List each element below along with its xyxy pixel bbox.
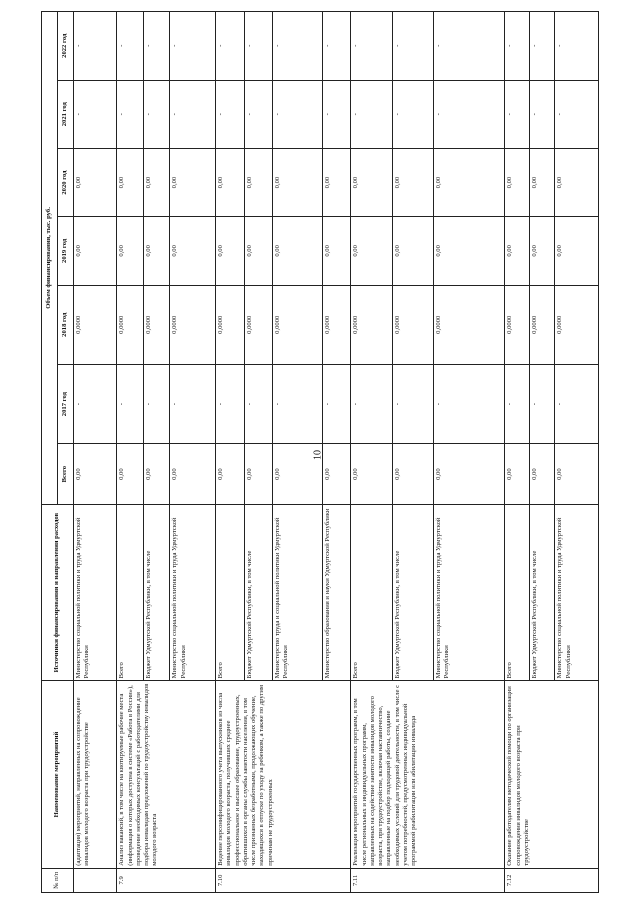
amount-cell: 0,00: [505, 217, 530, 285]
amount-cell: 0,00: [216, 148, 245, 216]
amount-cell: -: [117, 80, 143, 148]
amount-cell: 0,00: [433, 444, 504, 505]
funding-source: Министерство социальной политики и труда Удмуртской Республики: [433, 504, 504, 680]
amount-cell: -: [74, 12, 117, 81]
header-source: Источники финансирования и направления расходов: [42, 504, 74, 680]
funding-source: Всего: [117, 504, 143, 680]
amount-cell: 0,00: [530, 217, 555, 285]
amount-cell: 0,0000: [216, 285, 245, 364]
amount-cell: 0,00: [392, 444, 433, 505]
amount-cell: 0,00: [392, 148, 433, 216]
amount-cell: 0,00: [351, 217, 392, 285]
amount-cell: 0,00: [351, 444, 392, 505]
measure-name: Оказание работодателям методической помощи по организации сопровождения инвалидов молодого возраста при трудоустройстве: [505, 681, 599, 868]
amount-cell: 0,00: [143, 148, 169, 216]
amount-cell: 0,00: [530, 444, 555, 505]
amount-cell: 0,00: [273, 148, 323, 216]
amount-cell: 0,0000: [170, 285, 216, 364]
amount-cell: -: [244, 364, 273, 443]
amount-cell: 0,0000: [505, 285, 530, 364]
amount-cell: -: [170, 364, 216, 443]
funding-source: Всего: [216, 504, 245, 680]
measure-name: Ведение персонифицированного учета выпускников из числа инвалидов молодого возраста, получивших среднее профессиональное и высшее образование, трудоустроенных, обратившихся в органы службы занятости населения, в том числе признанных безработными, продолжающих обучение, находящихся в отпуске по уходу за ребенком, а также по другим причинам не трудоустроенных: [216, 681, 351, 868]
amount-cell: -: [244, 12, 273, 81]
header-year-4: 2020 год: [58, 148, 74, 216]
measure-name: Анализ вакансий, в том числе на квотируемые рабочие места (информация о которых доступна в системе «Работа в России»), проведение необходимых консультаций с работодателями для подбора инвалидам предложений по трудоустройству инвалидов молодого возраста: [117, 681, 216, 868]
amount-cell: 0,0000: [530, 285, 555, 364]
amount-cell: 0,00: [322, 217, 351, 285]
amount-cell: -: [273, 364, 323, 443]
amount-cell: 0,00: [170, 444, 216, 505]
funding-source: Министерство социальной политики и труда Удмуртской Республики: [555, 504, 599, 680]
header-year-0: Всего: [58, 444, 74, 505]
amount-cell: 0,0000: [322, 285, 351, 364]
amount-cell: -: [216, 364, 245, 443]
amount-cell: 0,00: [555, 217, 599, 285]
amount-cell: 0,00: [170, 148, 216, 216]
amount-cell: -: [143, 80, 169, 148]
header-year-5: 2021 год: [58, 80, 74, 148]
amount-cell: 0,00: [351, 148, 392, 216]
amount-cell: -: [143, 12, 169, 81]
amount-cell: 0,00: [244, 148, 273, 216]
amount-cell: -: [74, 364, 117, 443]
header-year-6: 2022 год: [58, 12, 74, 81]
header-no: № п/п: [42, 868, 74, 892]
funding-source: Министерство труда и социальной политики Удмуртской Республики: [273, 504, 323, 680]
measure-name: (адаптация) мероприятий, направленных на сопровождение инвалидов молодого возраста при трудоустройстве: [74, 681, 117, 868]
amount-cell: -: [143, 364, 169, 443]
funding-source: Всего: [351, 504, 392, 680]
funding-source: Всего: [505, 504, 530, 680]
funding-source: Министерство социальной политики и труда Удмуртской Республики: [74, 504, 117, 680]
amount-cell: -: [322, 80, 351, 148]
amount-cell: 0,00: [170, 217, 216, 285]
amount-cell: -: [555, 12, 599, 81]
amount-cell: -: [351, 364, 392, 443]
amount-cell: -: [351, 80, 392, 148]
amount-cell: 0,00: [322, 444, 351, 505]
amount-cell: 0,00: [505, 148, 530, 216]
amount-cell: -: [244, 80, 273, 148]
row-number: 7.10: [216, 868, 351, 892]
amount-cell: 0,00: [117, 217, 143, 285]
amount-cell: 0,00: [74, 444, 117, 505]
amount-cell: 0,0000: [273, 285, 323, 364]
amount-cell: 0,00: [505, 444, 530, 505]
amount-cell: -: [170, 12, 216, 81]
amount-cell: 0,00: [273, 444, 323, 505]
header-year-2: 2018 год: [58, 285, 74, 364]
amount-cell: -: [433, 12, 504, 81]
header-name: Наименование мероприятий: [42, 681, 74, 868]
funding-source: Бюджет Удмуртской Республики, в том числе: [392, 504, 433, 680]
amount-cell: 0,00: [273, 217, 323, 285]
rotated-table-container: [41, 11, 599, 893]
amount-cell: 0,00: [555, 148, 599, 216]
amount-cell: -: [117, 364, 143, 443]
amount-cell: -: [351, 12, 392, 81]
amount-cell: 0,00: [74, 217, 117, 285]
amount-cell: 0,0000: [117, 285, 143, 364]
amount-cell: 0,00: [530, 148, 555, 216]
amount-cell: -: [530, 12, 555, 81]
amount-cell: 0,0000: [351, 285, 392, 364]
row-number: 7.12: [505, 868, 599, 892]
amount-cell: 0,00: [322, 148, 351, 216]
amount-cell: 0,00: [143, 444, 169, 505]
amount-cell: -: [530, 80, 555, 148]
amount-cell: 0,00: [392, 217, 433, 285]
amount-cell: -: [555, 364, 599, 443]
amount-cell: 0,0000: [433, 285, 504, 364]
table-row: [216, 12, 245, 893]
row-number: 7.11: [351, 868, 505, 892]
amount-cell: -: [505, 80, 530, 148]
funding-source: Бюджет Удмуртской Республики, в том числе: [244, 504, 273, 680]
table-row: [117, 12, 143, 893]
amount-cell: -: [273, 80, 323, 148]
amount-cell: 0,00: [117, 444, 143, 505]
amount-cell: 0,0000: [555, 285, 599, 364]
amount-cell: 0,0000: [392, 285, 433, 364]
amount-cell: -: [216, 80, 245, 148]
amount-cell: -: [433, 364, 504, 443]
amount-cell: 0,00: [143, 217, 169, 285]
amount-cell: -: [74, 80, 117, 148]
amount-cell: -: [555, 80, 599, 148]
header-group: Объем финансирования, тыс. руб.: [42, 12, 58, 505]
amount-cell: -: [322, 12, 351, 81]
amount-cell: 0,00: [244, 217, 273, 285]
amount-cell: 0,00: [117, 148, 143, 216]
funding-source: Бюджет Удмуртской Республики, в том числе: [143, 504, 169, 680]
amount-cell: 0,00: [216, 217, 245, 285]
funding-source: Бюджет Удмуртской Республики, в том числе: [530, 504, 555, 680]
amount-cell: -: [392, 12, 433, 81]
amount-cell: 0,00: [244, 444, 273, 505]
amount-cell: -: [322, 364, 351, 443]
financing-table: [41, 11, 599, 893]
amount-cell: 0,0000: [74, 285, 117, 364]
amount-cell: 0,00: [433, 148, 504, 216]
table-row: [505, 12, 530, 893]
amount-cell: -: [392, 80, 433, 148]
amount-cell: -: [170, 80, 216, 148]
amount-cell: -: [433, 80, 504, 148]
amount-cell: 0,00: [433, 217, 504, 285]
amount-cell: -: [392, 364, 433, 443]
amount-cell: -: [530, 364, 555, 443]
amount-cell: 0,00: [74, 148, 117, 216]
amount-cell: 0,0000: [244, 285, 273, 364]
amount-cell: 0,0000: [143, 285, 169, 364]
amount-cell: 0,00: [555, 444, 599, 505]
header-year-1: 2017 год: [58, 364, 74, 443]
amount-cell: 0,00: [216, 444, 245, 505]
amount-cell: -: [273, 12, 323, 81]
header-year-3: 2019 год: [58, 217, 74, 285]
table-row: [74, 12, 117, 893]
funding-source: Министерство образования и науки Удмуртской Республики: [322, 504, 351, 680]
amount-cell: -: [505, 12, 530, 81]
row-number: 7.9: [117, 868, 216, 892]
amount-cell: -: [117, 12, 143, 81]
row-number: [74, 868, 117, 892]
amount-cell: -: [505, 364, 530, 443]
measure-name: Реализация мероприятий государственных программ, в том числе региональных и индивидуальных программ, направленных на содействие занятости инвалидов молодого возраста, при трудоустройстве, включая наставничество, направленные на подбор подходящей работы, создание необходимых условий для трудовой деятельности, в том числе с учетом потребностей, предусмотренных индивидуальной программой реабилитации или абилитации инвалида: [351, 681, 505, 868]
page-number: 10: [312, 450, 324, 460]
table-row: [351, 12, 392, 893]
amount-cell: -: [216, 12, 245, 81]
funding-source: Министерство социальной политики и труда Удмуртской Республики: [170, 504, 216, 680]
